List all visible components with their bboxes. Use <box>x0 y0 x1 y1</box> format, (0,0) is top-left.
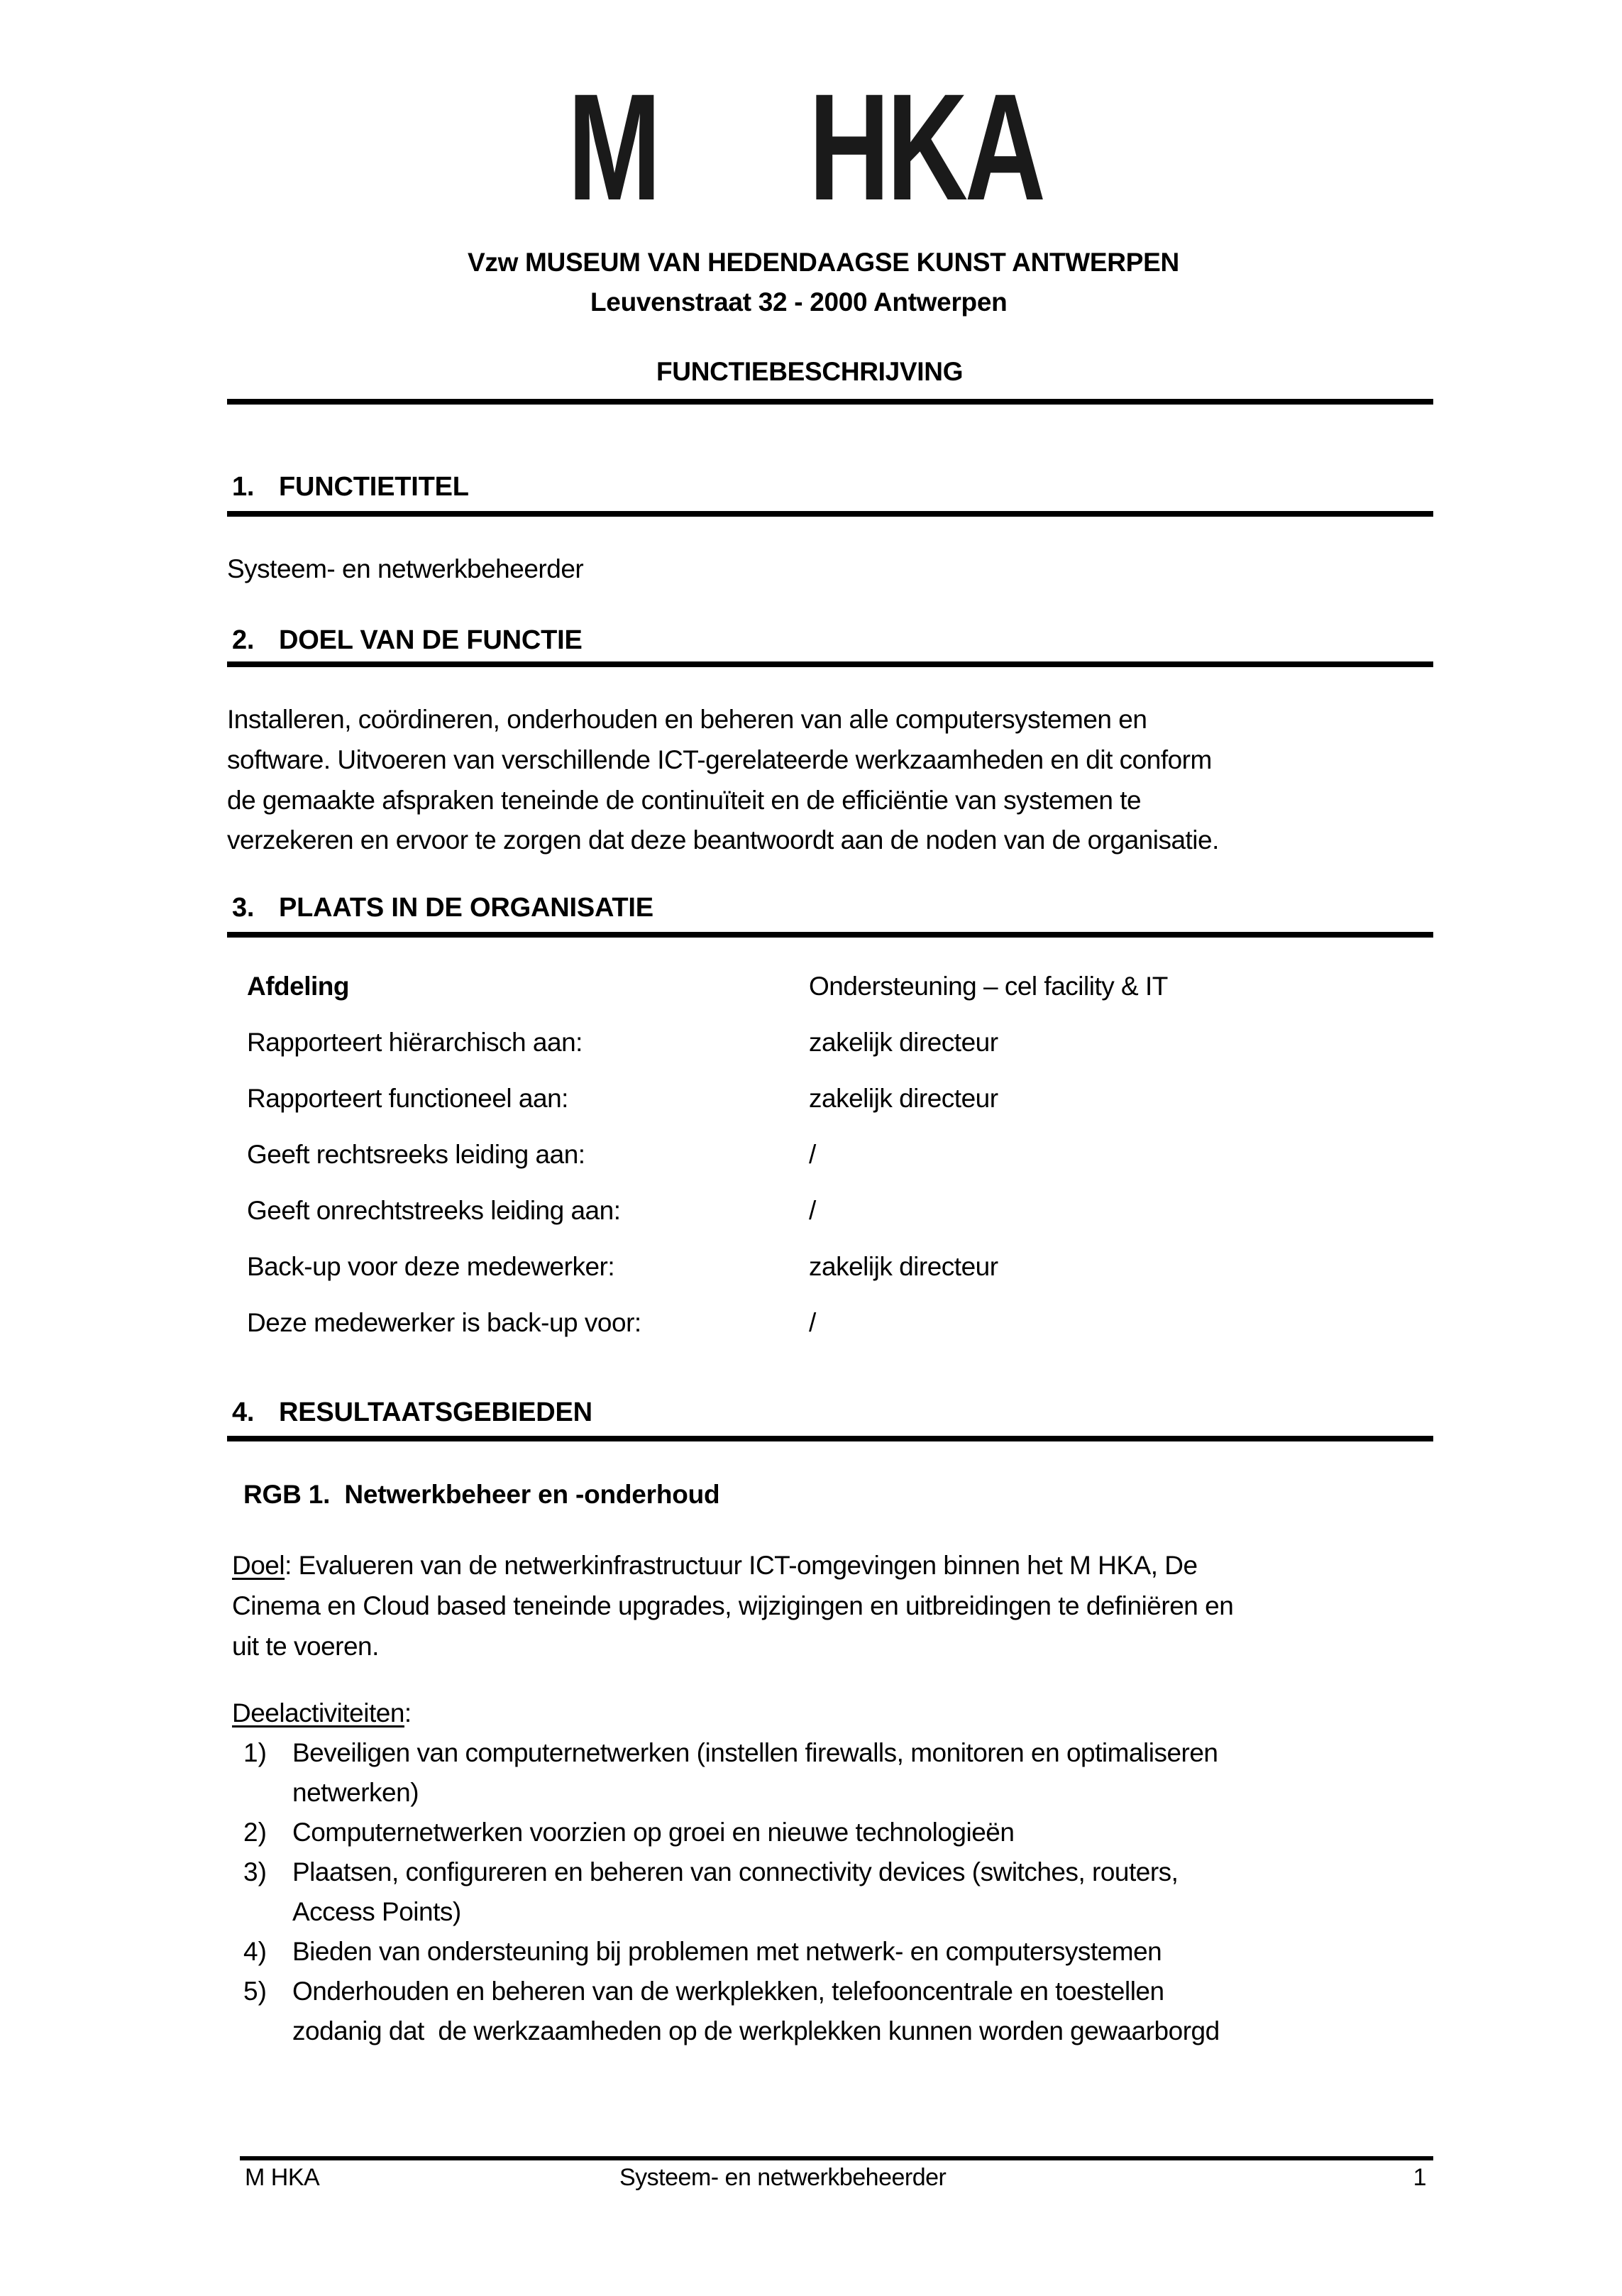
goal-line: Cinema en Cloud based teneinde upgrades, wijzigingen en uitbreidingen te definiëren en <box>232 1591 1234 1620</box>
section-number: 3. <box>232 893 255 923</box>
list-item-continuation: zodanig dat de werkzaamheden op de werkplekken kunnen worden gewaarborgd <box>292 2016 1220 2045</box>
table-value: zakelijk directeur <box>809 1084 998 1113</box>
section-3-heading <box>232 892 653 923</box>
logo-text: M HKA <box>568 62 1043 232</box>
list-number: 1) <box>243 1738 267 1767</box>
section-number: 2. <box>232 625 255 655</box>
list-number: 3) <box>243 1857 267 1886</box>
section-title: PLAATS IN DE ORGANISATIE <box>279 893 653 923</box>
table-label: Afdeling <box>247 972 349 1001</box>
goal-line: uit te voeren. <box>232 1632 379 1661</box>
rgb1-heading: RGB 1. Netwerkbeheer en -onderhoud <box>243 1480 720 1509</box>
section-1-heading <box>232 471 469 502</box>
table-label: Geeft rechtsreeks leiding aan: <box>247 1140 585 1169</box>
section-number: 4. <box>232 1397 255 1427</box>
section-title: DOEL VAN DE FUNCTIE <box>279 625 583 655</box>
mhka-logo <box>568 62 1043 232</box>
list-item: Beveiligen van computernetwerken (instellen firewalls, monitoren en optimaliseren <box>292 1738 1218 1767</box>
organization-address: Leuvenstraat 32 - 2000 Antwerpen <box>590 287 1008 317</box>
section-number: 1. <box>232 472 255 502</box>
table-value: / <box>809 1196 816 1225</box>
purpose-line: verzekeren en ervoor te zorgen dat deze beantwoordt aan de noden van de organisatie. <box>227 825 1219 855</box>
job-title: Systeem- en netwerkbeheerder <box>227 554 584 583</box>
section-1-divider <box>227 511 1433 517</box>
table-label: Rapporteert functioneel aan: <box>247 1084 568 1113</box>
table-value: / <box>809 1308 816 1337</box>
table-value: Ondersteuning – cel facility & IT <box>809 972 1168 1001</box>
footer-divider <box>240 2156 1433 2160</box>
purpose-line: software. Uitvoeren van verschillende ICT-gerelateerde werkzaamheden en dit conform <box>227 745 1212 774</box>
section-4-divider <box>227 1436 1433 1441</box>
document-type-title: FUNCTIEBESCHRIJVING <box>656 357 964 386</box>
list-item: Computernetwerken voorzien op groei en nieuwe technologieën <box>292 1818 1015 1847</box>
table-label: Rapporteert hiërarchisch aan: <box>247 1028 583 1057</box>
list-item: Bieden van ondersteuning bij problemen met netwerk- en computersystemen <box>292 1937 1162 1966</box>
section-title: RESULTAATSGEBIEDEN <box>279 1397 592 1427</box>
list-item: Plaatsen, configureren en beheren van connectivity devices (switches, routers, <box>292 1857 1179 1886</box>
goal-line <box>232 1550 1198 1581</box>
table-value: / <box>809 1140 816 1169</box>
goal-text: : Evalueren van de netwerkinfrastructuur ICT-omgevingen binnen het M HKA, De <box>285 1551 1198 1580</box>
subactivities-colon: : <box>404 1698 412 1728</box>
footer-center: Systeem- en netwerkbeheerder <box>619 2164 947 2191</box>
section-4-heading <box>232 1397 592 1428</box>
section-2-divider <box>227 661 1433 667</box>
table-label: Geeft onrechtstreeks leiding aan: <box>247 1196 621 1225</box>
header-divider <box>227 399 1433 405</box>
list-number: 4) <box>243 1937 267 1966</box>
table-label: Back-up voor deze medewerker: <box>247 1252 615 1281</box>
list-item-continuation: Access Points) <box>292 1897 461 1926</box>
purpose-line: de gemaakte afspraken teneinde de continuïteit en de efficiëntie van systemen te <box>227 786 1142 815</box>
list-item-continuation: netwerken) <box>292 1778 419 1807</box>
organization-name: Vzw MUSEUM VAN HEDENDAAGSE KUNST ANTWERPEN <box>468 248 1179 277</box>
table-value: zakelijk directeur <box>809 1028 998 1057</box>
list-number: 5) <box>243 1977 267 2006</box>
section-title: FUNCTIETITEL <box>279 472 469 502</box>
purpose-line: Installeren, coördineren, onderhouden en beheren van alle computersystemen en <box>227 705 1147 734</box>
subactivities-label: Deelactiviteiten <box>232 1698 404 1728</box>
goal-label: Doel <box>232 1551 285 1580</box>
page-number: 1 <box>1413 2164 1426 2191</box>
section-2-heading <box>232 625 583 656</box>
table-value: zakelijk directeur <box>809 1252 998 1281</box>
subactivities-heading <box>232 1698 412 1729</box>
footer-left: M HKA <box>245 2164 320 2191</box>
list-item: Onderhouden en beheren van de werkplekken, telefooncentrale en toestellen <box>292 1977 1164 2006</box>
list-number: 2) <box>243 1818 267 1847</box>
table-label: Deze medewerker is back-up voor: <box>247 1308 641 1337</box>
section-3-divider <box>227 932 1433 938</box>
